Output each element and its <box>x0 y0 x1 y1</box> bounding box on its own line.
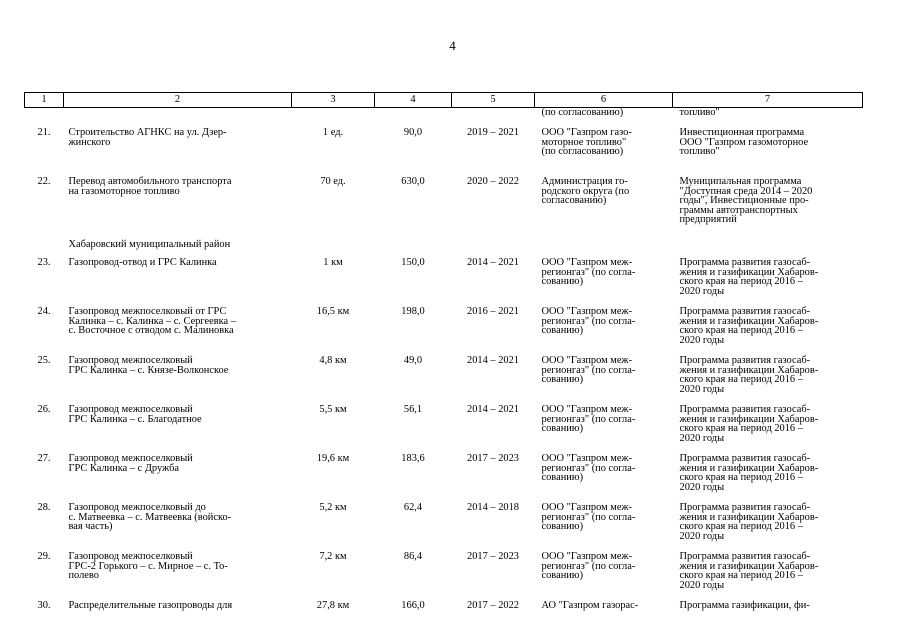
column-header: 6 <box>535 93 673 108</box>
row-name: Газопровод межпоселковый ГРС-2 Горького – с. Мирное – с. То- полево <box>68 551 228 582</box>
row-period: 2017 – 2023 <box>467 453 519 464</box>
row-quantity: 70 ед. <box>320 176 346 187</box>
row-executor: АО "Газпром газорас- <box>541 600 639 611</box>
table-row <box>25 552 863 601</box>
row-executor: ООО "Газпром меж- регионгаз" (по согла- сованию) <box>541 502 636 533</box>
row-funding-source: Программа развития газосаб- жения и газификации Хабаров- ского края на период 2016 – 2020 годы <box>679 551 819 591</box>
row-funding-source: Программа развития газосаб- жения и газификации Хабаров- ского края на период 2016 – 2020 годы <box>679 355 819 395</box>
row-amount: 150,0 <box>401 257 425 268</box>
row-funding-source: Программа газификации, фи- <box>679 600 810 611</box>
row-number: 27. <box>37 453 51 464</box>
row-funding-source: Программа развития газосаб- жения и газификации Хабаров- ского края на период 2016 – 2020 годы <box>679 404 819 444</box>
row-amount: 198,0 <box>401 306 425 317</box>
row-executor: ООО "Газпром меж- регионгаз" (по согла- сованию) <box>541 453 636 484</box>
row-period: 2017 – 2022 <box>467 600 519 611</box>
page-number: 4 <box>449 38 456 53</box>
row-quantity: 4,8 км <box>319 355 347 366</box>
row-name: Газопровод межпоселковый ГРС Калинка – с. Благодатное <box>68 404 202 425</box>
row-amount: 62,4 <box>403 502 423 513</box>
row-name: Хабаровский муниципальный район <box>68 239 231 250</box>
table-row <box>25 503 863 552</box>
row-number <box>25 240 64 258</box>
row-executor <box>535 240 673 258</box>
row-quantity: 16,5 км <box>316 306 350 317</box>
row-quantity <box>292 108 375 129</box>
row-name: Газопровод-отвод и ГРС Калинка <box>68 257 217 268</box>
row-period: 2020 – 2022 <box>467 176 519 187</box>
row-period: 2014 – 2021 <box>467 257 519 268</box>
row-funding-source: Программа развития газосаб- жения и газификации Хабаров- ского края на период 2016 – 2020 годы <box>679 257 819 297</box>
row-period: 2014 – 2018 <box>467 502 519 513</box>
row-executor: (по согласованию) <box>541 107 624 118</box>
row-number: 26. <box>37 404 51 415</box>
row-name: Газопровод межпоселковый от ГРС Калинка – с. Калинка – с. Сергеевка – с. Восточное с отводом с. Малиновка <box>68 306 236 337</box>
row-number: 25. <box>37 355 51 366</box>
row-funding-source: Программа развития газосаб- жения и газификации Хабаров- ского края на период 2016 – 2020 годы <box>679 502 819 542</box>
row-name <box>64 108 292 129</box>
row-executor: ООО "Газпром меж- регионгаз" (по согла- сованию) <box>541 404 636 435</box>
row-amount: 183,6 <box>401 453 425 464</box>
column-number-header <box>25 93 863 108</box>
row-number: 23. <box>37 257 51 268</box>
table-row <box>25 405 863 454</box>
column-header: 2 <box>64 93 292 108</box>
row-number <box>25 108 64 129</box>
row-executor: Администрация го- родского округа (по согласованию) <box>541 176 630 207</box>
row-period <box>452 108 535 129</box>
row-name: Распределительные газопроводы для <box>68 600 233 611</box>
row-name: Перевод автомобильного транспорта на газомоторное топливо <box>68 176 232 197</box>
row-funding-source: Программа развития газосаб- жения и газификации Хабаров- ского края на период 2016 – 2020 годы <box>679 306 819 346</box>
row-quantity: 7,2 км <box>319 551 347 562</box>
projects-table <box>24 92 863 617</box>
row-period <box>452 240 535 258</box>
row-quantity: 1 ед. <box>322 127 344 138</box>
row-funding-source: Программа развития газосаб- жения и газификации Хабаров- ского края на период 2016 – 2020 годы <box>679 453 819 493</box>
row-quantity: 5,2 км <box>319 502 347 513</box>
row-number: 24. <box>37 306 51 317</box>
column-header: 5 <box>452 93 535 108</box>
table-row <box>25 601 863 617</box>
row-name: Газопровод межпоселковый до с. Матвеевка – с. Матвеевка (войско- вая часть) <box>68 502 232 533</box>
column-header: 7 <box>673 93 863 108</box>
row-funding-source: Инвестиционная программа ООО "Газпром газомоторное топливо" <box>679 127 809 158</box>
row-number: 30. <box>37 600 51 611</box>
row-amount: 630,0 <box>401 176 425 187</box>
row-quantity: 19,6 км <box>316 453 350 464</box>
row-quantity: 5,5 км <box>319 404 347 415</box>
row-executor: ООО "Газпром меж- регионгаз" (по согла- сованию) <box>541 355 636 386</box>
table-row <box>25 177 863 240</box>
table-row <box>25 454 863 503</box>
row-period: 2014 – 2021 <box>467 404 519 415</box>
row-funding-source <box>673 240 863 258</box>
carryover-row <box>25 108 863 129</box>
column-header: 4 <box>375 93 452 108</box>
row-funding-source: топливо" <box>679 107 720 118</box>
row-quantity: 27,8 км <box>316 600 350 611</box>
row-period: 2019 – 2021 <box>467 127 519 138</box>
row-name: Газопровод межпоселковый ГРС Калинка – с Дружба <box>68 453 193 474</box>
row-name: Газопровод межпоселковый ГРС Калинка – с. Князе-Волконское <box>68 355 229 376</box>
table-row <box>25 128 863 177</box>
row-number: 28. <box>37 502 51 513</box>
row-executor: ООО "Газпром меж- регионгаз" (по согла- сованию) <box>541 257 636 288</box>
row-period: 2014 – 2021 <box>467 355 519 366</box>
column-header: 3 <box>292 93 375 108</box>
row-number: 21. <box>37 127 51 138</box>
table-row <box>25 307 863 356</box>
row-executor: ООО "Газпром газо- моторное топливо" (по согласованию) <box>541 127 632 158</box>
row-funding-source: Муниципальная программа "Доступная среда 2014 – 2020 годы", Инвестиционные про- граммы автотранспортных предприятий <box>679 176 813 226</box>
row-amount: 86,4 <box>403 551 423 562</box>
row-amount: 49,0 <box>403 355 423 366</box>
row-amount <box>375 240 452 258</box>
section-heading-row <box>25 240 863 258</box>
row-amount <box>375 108 452 129</box>
row-number: 29. <box>37 551 51 562</box>
column-header: 1 <box>25 93 64 108</box>
row-period: 2016 – 2021 <box>467 306 519 317</box>
row-quantity <box>292 240 375 258</box>
row-amount: 90,0 <box>403 127 423 138</box>
row-executor: ООО "Газпром меж- регионгаз" (по согла- сованию) <box>541 551 636 582</box>
row-period: 2017 – 2023 <box>467 551 519 562</box>
row-name: Строительство АГНКС на ул. Дзер- жинского <box>68 127 227 148</box>
row-amount: 56,1 <box>403 404 423 415</box>
row-number: 22. <box>37 176 51 187</box>
row-quantity: 1 км <box>323 257 343 268</box>
row-executor: ООО "Газпром меж- регионгаз" (по согла- сованию) <box>541 306 636 337</box>
row-amount: 166,0 <box>401 600 425 611</box>
table-row <box>25 356 863 405</box>
table-row <box>25 258 863 307</box>
